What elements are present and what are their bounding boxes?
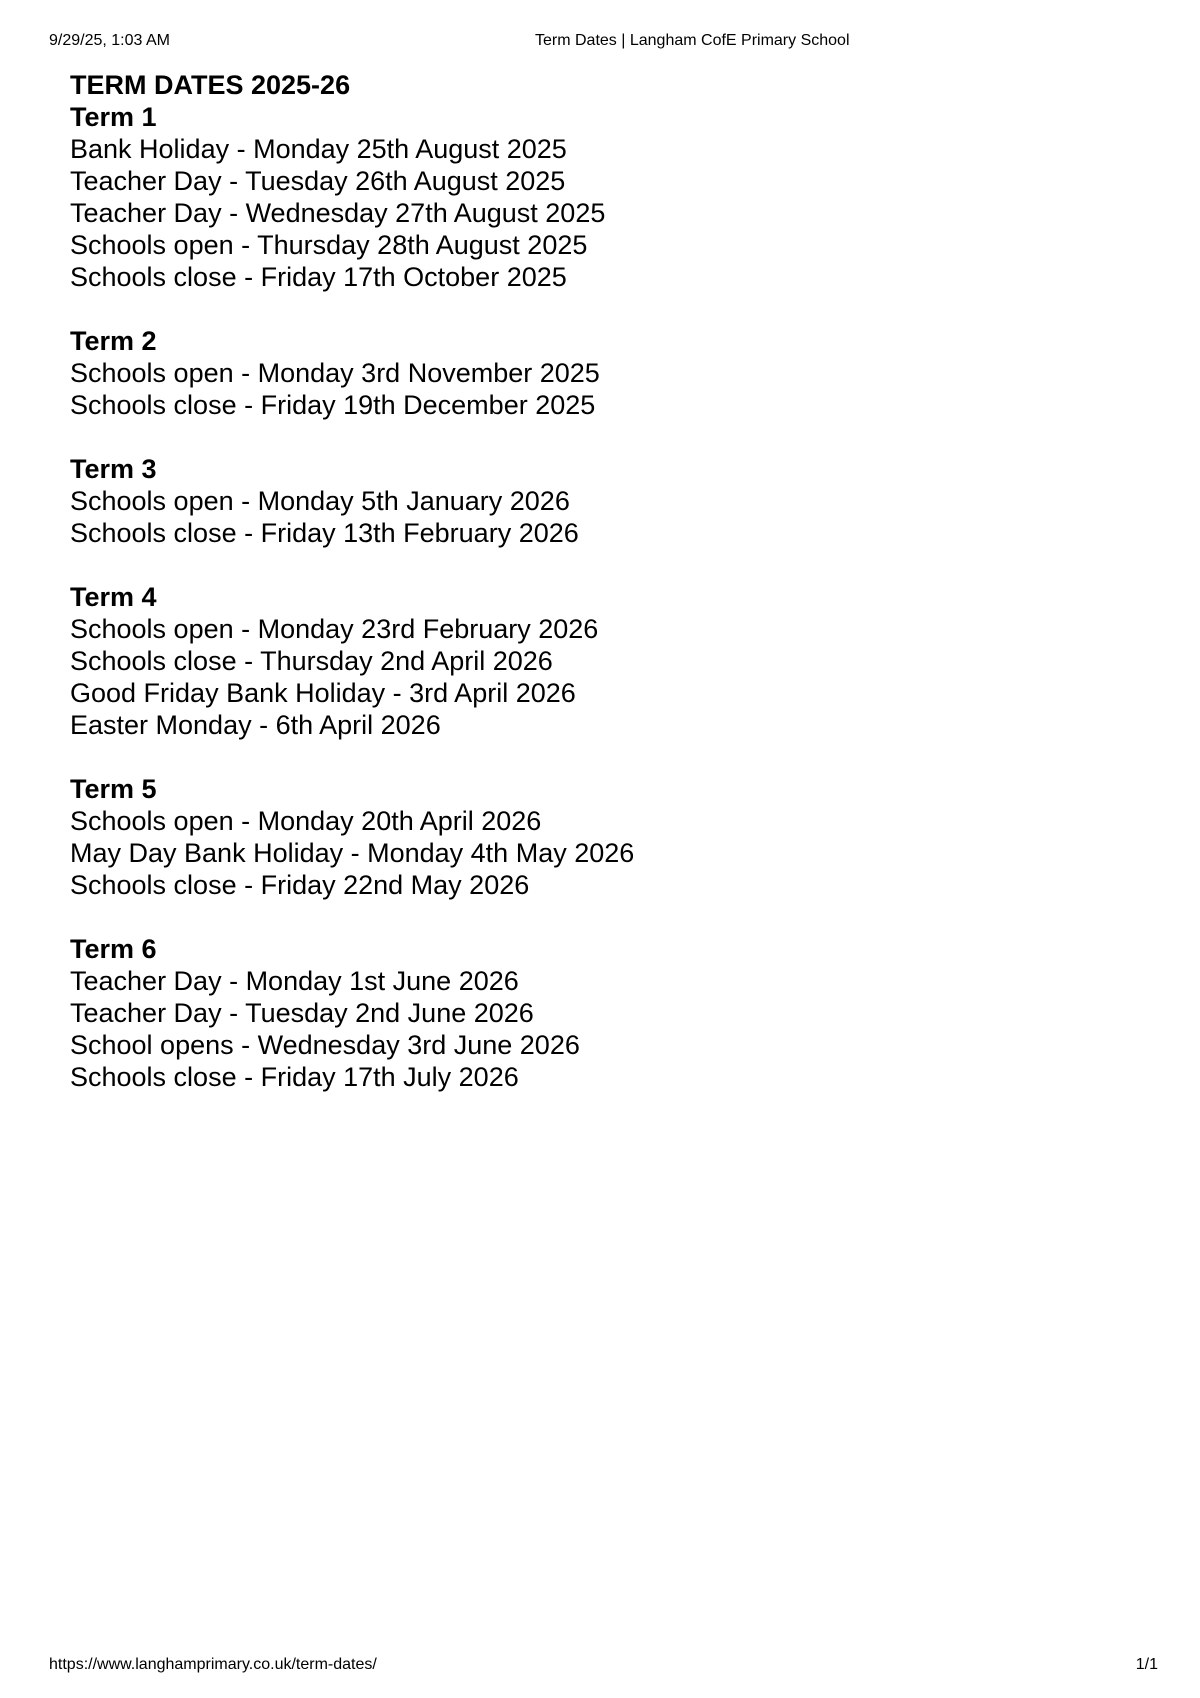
term-section (70, 933, 1070, 1093)
term-section (70, 101, 1070, 293)
term-date-line: May Day Bank Holiday - Monday 4th May 2026 (70, 838, 635, 868)
term-date-line: Easter Monday - 6th April 2026 (70, 710, 441, 740)
term-date-list (70, 613, 1070, 741)
term-date-line: Schools open - Monday 5th January 2026 (70, 486, 570, 516)
print-header-page-title: Term Dates | Langham CofE Primary School (535, 32, 850, 49)
term-date-line: Schools close - Friday 13th February 2026 (70, 518, 579, 548)
term-heading: Term 5 (70, 774, 157, 804)
term-section (70, 581, 1070, 741)
term-date-line: Schools open - Monday 23rd February 2026 (70, 614, 599, 644)
term-date-list (70, 965, 1070, 1093)
term-section (70, 325, 1070, 421)
term-date-line: School opens - Wednesday 3rd June 2026 (70, 1030, 580, 1060)
term-date-line: Teacher Day - Tuesday 2nd June 2026 (70, 998, 534, 1028)
term-date-line: Schools open - Monday 20th April 2026 (70, 806, 542, 836)
term-section (70, 773, 1070, 901)
terms-list (70, 101, 1070, 1093)
print-footer-url: https://www.langhamprimary.co.uk/term-dates/ (49, 1656, 377, 1673)
term-date-line: Schools close - Friday 19th December 2025 (70, 390, 596, 420)
term-date-list (70, 133, 1070, 293)
term-date-line: Schools open - Thursday 28th August 2025 (70, 230, 588, 260)
page-title: TERM DATES 2025-26 (70, 70, 351, 100)
term-heading: Term 2 (70, 326, 157, 356)
term-date-list (70, 485, 1070, 549)
term-date-line: Schools close - Thursday 2nd April 2026 (70, 646, 553, 676)
term-date-line: Schools open - Monday 3rd November 2025 (70, 358, 600, 388)
term-heading: Term 1 (70, 102, 157, 132)
print-header-datetime: 9/29/25, 1:03 AM (49, 32, 170, 49)
term-date-line: Bank Holiday - Monday 25th August 2025 (70, 134, 567, 164)
term-heading: Term 3 (70, 454, 157, 484)
term-date-line: Teacher Day - Wednesday 27th August 2025 (70, 198, 606, 228)
term-date-line: Schools close - Friday 17th October 2025 (70, 262, 567, 292)
term-date-list (70, 357, 1070, 421)
term-date-line: Good Friday Bank Holiday - 3rd April 2026 (70, 678, 576, 708)
term-heading: Term 6 (70, 934, 157, 964)
print-footer-page-number: 1/1 (1135, 1656, 1158, 1673)
term-date-line: Schools close - Friday 17th July 2026 (70, 1062, 519, 1092)
term-date-list (70, 805, 1070, 901)
term-date-line: Schools close - Friday 22nd May 2026 (70, 870, 530, 900)
term-dates-document (70, 69, 1070, 1093)
term-section (70, 453, 1070, 549)
term-date-line: Teacher Day - Tuesday 26th August 2025 (70, 166, 566, 196)
term-date-line: Teacher Day - Monday 1st June 2026 (70, 966, 519, 996)
term-heading: Term 4 (70, 582, 157, 612)
